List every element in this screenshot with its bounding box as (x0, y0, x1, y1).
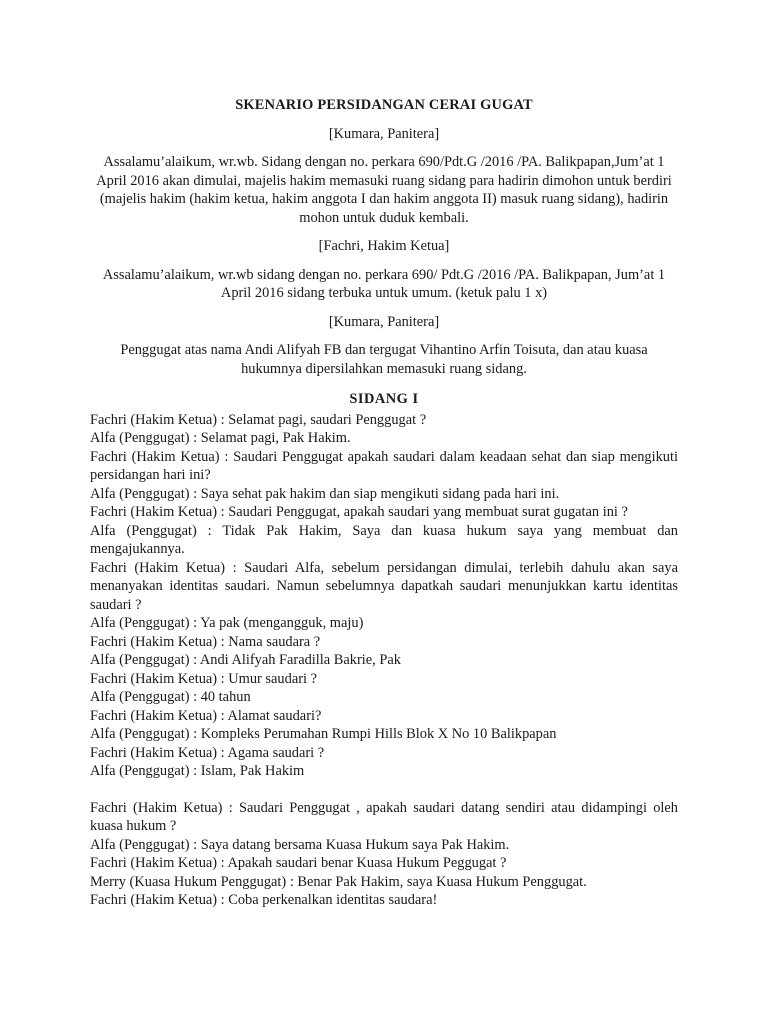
speaker-tag-panitera-1: [Kumara, Panitera] (328, 125, 440, 142)
dialogue-line: Alfa (Penggugat) : Tidak Pak Hakim, Saya dan kuasa hukum saya yang membuat dan mengajukannya. (90, 522, 678, 557)
dialogue-line: Alfa (Penggugat) : Andi Alifyah Faradilla Bakrie, Pak (90, 652, 401, 668)
document-title: SKENARIO PERSIDANGAN CERAI GUGAT (235, 97, 533, 113)
dialogue-line: Alfa (Penggugat) : Selamat pagi, Pak Hakim. (90, 430, 351, 446)
intro-paragraph-2: Assalamu’alaikum, wr.wb sidang dengan no. perkara 690/ Pdt.G /2016 /PA. Balikpapan, Jum’at 1 April 2016 sidang terbuka untuk umum. (ketuk palu 1 x) (102, 266, 666, 301)
dialogue-line: Alfa (Penggugat) : Kompleks Perumahan Rumpi Hills Blok X No 10 Balikpapan (90, 726, 557, 742)
dialogue-line: Fachri (Hakim Ketua) : Apakah saudari benar Kuasa Hukum Peggugat ? (90, 855, 507, 871)
dialogue-line: Alfa (Penggugat) : 40 tahun (90, 689, 251, 705)
dialogue-list (90, 411, 678, 910)
dialogue-line: Fachri (Hakim Ketua) : Selamat pagi, saudari Penggugat ? (90, 411, 427, 428)
dialogue-line: Fachri (Hakim Ketua) : Alamat saudari? (90, 707, 322, 724)
dialogue-line: Fachri (Hakim Ketua) : Saudari Penggugat , apakah saudari datang sendiri atau didampingi oleh kuasa hukum ? (90, 799, 678, 834)
section-title-sidang-1: SIDANG I (349, 391, 419, 407)
dialogue-line: Fachri (Hakim Ketua) : Saudari Penggugat apakah saudari dalam keadaan sehat dan siap mengikuti persidangan hari ini? (90, 448, 678, 483)
dialogue-line: Fachri (Hakim Ketua) : Saudari Penggugat, apakah saudari yang membuat surat gugatan ini ? (90, 504, 628, 520)
speaker-tag-panitera-2: [Kumara, Panitera] (328, 313, 440, 330)
dialogue-line: Fachri (Hakim Ketua) : Agama saudari ? (90, 744, 325, 761)
dialogue-line: Fachri (Hakim Ketua) : Saudari Alfa, sebelum persidangan dimulai, terlebih dahulu akan saya menanyakan identitas saudari. Namun sebelumnya dapatkah saudari menunjukkan kartu identitas saudari ? (90, 559, 678, 613)
dialogue-line: Alfa (Penggugat) : Saya sehat pak hakim dan siap mengikuti sidang pada hari ini. (90, 485, 560, 502)
dialogue-line: Merry (Kuasa Hukum Penggugat) : Benar Pak Hakim, saya Kuasa Hukum Penggugat. (90, 873, 587, 890)
document-content (90, 96, 678, 910)
intro-paragraph-1: Assalamu’alaikum, wr.wb. Sidang dengan no. perkara 690/Pdt.G /2016 /PA. Balikpapan,Jum’at 1 April 2016 akan dimulai, majelis hakim memasuki ruang sidang para hadirin dimohon untuk berdiri (majelis hakim (hakim ketua, hakim anggota I dan hakim anggota II) masuk ruang sidang), hadirin mohon untuk duduk kembali. (96, 154, 672, 226)
dialogue-line: Fachri (Hakim Ketua) : Nama saudara ? (90, 633, 321, 650)
dialogue-line: Fachri (Hakim Ketua) : Coba perkenalkan identitas saudara! (90, 892, 438, 908)
dialogue-line: Alfa (Penggugat) : Saya datang bersama Kuasa Hukum saya Pak Hakim. (90, 836, 510, 853)
dialogue-line: Alfa (Penggugat) : Ya pak (mengangguk, maju) (90, 615, 364, 631)
speaker-tag-hakim-ketua: [Fachri, Hakim Ketua] (318, 238, 450, 254)
dialogue-line: Alfa (Penggugat) : Islam, Pak Hakim (90, 763, 305, 779)
intro-paragraph-3: Penggugat atas nama Andi Alifyah FB dan tergugat Vihantino Arfin Toisuta, dan atau kuasa hukumnya dipersilahkan memasuki ruang sidang. (120, 342, 648, 377)
dialogue-line: Fachri (Hakim Ketua) : Umur saudari ? (90, 670, 317, 687)
